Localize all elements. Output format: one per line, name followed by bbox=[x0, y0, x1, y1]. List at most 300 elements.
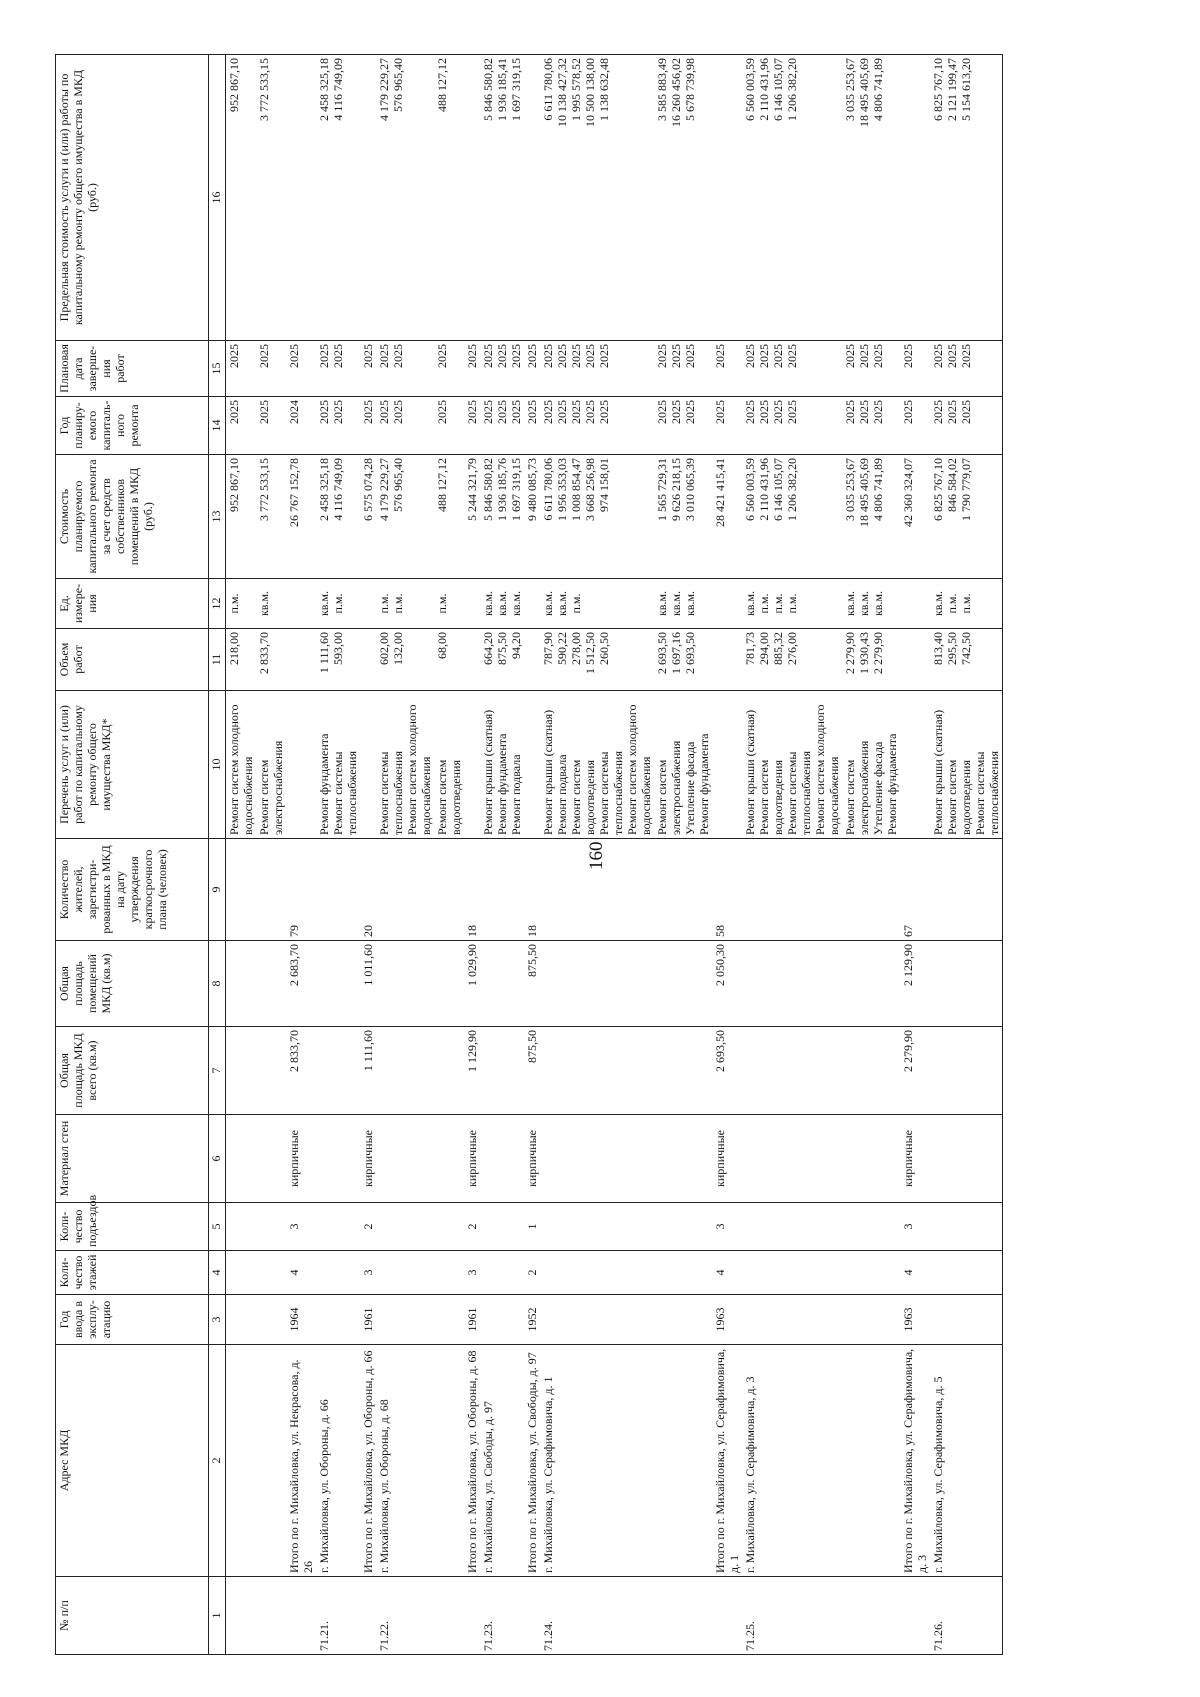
address-cell: г. Михайловка, ул. Серафимовича, д. 3 bbox=[742, 1345, 842, 1577]
commission-year-cell bbox=[540, 1295, 654, 1345]
commission-year-cell: 1964 bbox=[286, 1295, 316, 1345]
completion-date-cell: 2025 bbox=[226, 341, 257, 397]
completion-date-cell: 2025 2025 2025 bbox=[930, 341, 1003, 397]
limit-cost-cell: 952 867,10 bbox=[226, 55, 257, 341]
address-cell: г. Михайловка, ул. Серафимовича, д. 1 bbox=[540, 1345, 654, 1577]
unit-cell: кв.м. кв.м. кв.м. bbox=[654, 579, 712, 629]
column-header: Перечень услуг и (или) работ по капитальному ремонту общего имущества МКД* bbox=[56, 691, 209, 839]
works-list-cell bbox=[900, 691, 930, 839]
wall-material-cell bbox=[742, 1115, 842, 1203]
capital-repair-table bbox=[55, 54, 1003, 1655]
total-area-cell bbox=[376, 1027, 434, 1115]
works-list-cell: Ремонт крыши (скатная) Ремонт фундамента Ремонт подвала bbox=[480, 691, 524, 839]
row-number bbox=[464, 1577, 480, 1655]
floors-cell bbox=[742, 1251, 842, 1295]
limit-cost-cell: 2 458 325,18 4 116 749,09 bbox=[316, 55, 360, 341]
works-list-cell bbox=[360, 691, 376, 839]
total-area-cell bbox=[654, 1027, 712, 1115]
volume-cell: 664,20 875,50 94,20 bbox=[480, 629, 524, 691]
commission-year-cell bbox=[226, 1295, 257, 1345]
column-number: 13 bbox=[209, 455, 226, 579]
repair-year-cell: 2025 2025 2025 2025 bbox=[742, 397, 842, 455]
entrances-cell: 2 bbox=[360, 1203, 376, 1251]
floors-cell bbox=[434, 1251, 464, 1295]
header-row bbox=[56, 55, 209, 1655]
completion-date-cell: 2025 bbox=[256, 341, 286, 397]
premises-area-cell: 2 683,70 bbox=[286, 941, 316, 1027]
residents-cell: 58 bbox=[712, 839, 742, 941]
works-list-cell: Ремонт систем электроснабжения bbox=[256, 691, 286, 839]
volume-cell: 68,00 bbox=[434, 629, 464, 691]
wall-material-cell: кирпичные bbox=[524, 1115, 540, 1203]
column-header: Стоимость планируемого капитального ремонта за счет средств собственников помещений в МКД (руб.) bbox=[56, 455, 209, 579]
completion-date-cell: 2025 bbox=[464, 341, 480, 397]
page-number: 160 bbox=[586, 841, 607, 870]
unit-cell bbox=[360, 579, 376, 629]
unit-cell bbox=[900, 579, 930, 629]
row-number bbox=[654, 1577, 712, 1655]
commission-year-cell: 1961 bbox=[360, 1295, 376, 1345]
row-number bbox=[900, 1577, 930, 1655]
residents-cell: 79 bbox=[286, 839, 316, 941]
limit-cost-cell: 5 846 580,82 1 936 185,41 1 697 319,15 bbox=[480, 55, 524, 341]
residents-cell bbox=[742, 839, 842, 941]
column-header: Предельная стоимость услуги и (или) работы по капитальному ремонту общего имущества в МКД (руб.) bbox=[56, 55, 209, 341]
cost-cell: 6 825 767,10 846 584,02 1 790 779,07 bbox=[930, 455, 1003, 579]
wall-material-cell: кирпичные bbox=[712, 1115, 742, 1203]
premises-area-cell bbox=[930, 941, 1003, 1027]
cost-cell: 2 458 325,18 4 116 749,09 bbox=[316, 455, 360, 579]
total-area-cell bbox=[842, 1027, 900, 1115]
premises-area-cell bbox=[256, 941, 286, 1027]
table-row bbox=[540, 55, 654, 1655]
column-header: Объем работ bbox=[56, 629, 209, 691]
address-cell: Итого по г. Михайловка, ул. Свободы, д. 97 bbox=[524, 1345, 540, 1577]
cost-cell: 5 244 321,79 bbox=[464, 455, 480, 579]
repair-year-cell: 2025 bbox=[256, 397, 286, 455]
repair-year-cell: 2025 2025 2025 bbox=[654, 397, 712, 455]
address-cell: г. Михайловка, ул. Обороны, д. 66 bbox=[316, 1345, 360, 1577]
volume-cell bbox=[360, 629, 376, 691]
repair-year-cell: 2025 bbox=[900, 397, 930, 455]
entrances-cell bbox=[654, 1203, 712, 1251]
column-header: Год ввода в эксплу-атацию bbox=[56, 1295, 209, 1345]
residents-cell: 18 bbox=[524, 839, 540, 941]
works-list-cell: Ремонт системы теплоснабжения Ремонт систем холодного водоснабжения bbox=[376, 691, 434, 839]
premises-area-cell bbox=[376, 941, 434, 1027]
entrances-cell: 1 bbox=[524, 1203, 540, 1251]
residents-cell bbox=[480, 839, 524, 941]
unit-cell: кв.м. кв.м. п.м. bbox=[540, 579, 654, 629]
column-number: 10 bbox=[209, 691, 226, 839]
row-number bbox=[712, 1577, 742, 1655]
row-number: 71.21. bbox=[316, 1577, 360, 1655]
commission-year-cell bbox=[742, 1295, 842, 1345]
limit-cost-cell: 3 772 533,15 bbox=[256, 55, 286, 341]
column-number: 12 bbox=[209, 579, 226, 629]
floors-cell: 4 bbox=[712, 1251, 742, 1295]
residents-cell bbox=[316, 839, 360, 941]
table-row bbox=[376, 55, 434, 1655]
completion-date-cell: 2025 2025 bbox=[376, 341, 434, 397]
column-number: 11 bbox=[209, 629, 226, 691]
row-number bbox=[524, 1577, 540, 1655]
entrances-cell bbox=[930, 1203, 1003, 1251]
completion-date-cell: 2025 bbox=[900, 341, 930, 397]
unit-cell: п.м. bbox=[434, 579, 464, 629]
commission-year-cell bbox=[930, 1295, 1003, 1345]
total-area-cell bbox=[316, 1027, 360, 1115]
commission-year-cell bbox=[256, 1295, 286, 1345]
row-number: 71.25. bbox=[742, 1577, 842, 1655]
premises-area-cell: 1 011,60 bbox=[360, 941, 376, 1027]
floors-cell bbox=[376, 1251, 434, 1295]
cost-cell: 3 772 533,15 bbox=[256, 455, 286, 579]
row-number bbox=[842, 1577, 900, 1655]
completion-date-cell: 2025 bbox=[524, 341, 540, 397]
entrances-cell: 3 bbox=[900, 1203, 930, 1251]
volume-cell bbox=[900, 629, 930, 691]
repair-year-cell: 2025 2025 bbox=[316, 397, 360, 455]
total-area-cell bbox=[742, 1027, 842, 1115]
total-area-cell: 2 693,50 bbox=[712, 1027, 742, 1115]
table-row bbox=[900, 55, 930, 1655]
commission-year-cell bbox=[842, 1295, 900, 1345]
works-list-cell: Ремонт систем электроснабжения Утепление фасада Ремонт фундамента bbox=[842, 691, 900, 839]
cost-cell: 5 846 580,82 1 936 185,76 1 697 319,15 bbox=[480, 455, 524, 579]
limit-cost-cell bbox=[524, 55, 540, 341]
total-area-cell bbox=[226, 1027, 257, 1115]
premises-area-cell: 1 029,90 bbox=[464, 941, 480, 1027]
volume-cell: 787,90 590,22 278,00 1 512,50 260,50 bbox=[540, 629, 654, 691]
limit-cost-cell: 3 035 253,67 18 495 405,69 4 806 741,89 bbox=[842, 55, 900, 341]
total-area-cell: 875,50 bbox=[524, 1027, 540, 1115]
column-number: 3 bbox=[209, 1295, 226, 1345]
floors-cell: 3 bbox=[360, 1251, 376, 1295]
table-row bbox=[842, 55, 900, 1655]
works-list-cell: Ремонт крыши (скатная) Ремонт систем водоотведения Ремонт системы теплоснабжения bbox=[930, 691, 1003, 839]
column-number: 15 bbox=[209, 341, 226, 397]
commission-year-cell bbox=[376, 1295, 434, 1345]
completion-date-cell: 2025 bbox=[434, 341, 464, 397]
repair-year-cell: 2025 2025 2025 bbox=[480, 397, 524, 455]
completion-date-cell: 2025 2025 2025 2025 bbox=[742, 341, 842, 397]
wall-material-cell bbox=[480, 1115, 524, 1203]
entrances-cell bbox=[480, 1203, 524, 1251]
floors-cell: 3 bbox=[464, 1251, 480, 1295]
address-cell bbox=[226, 1345, 257, 1577]
volume-cell: 1 111,60 593,00 bbox=[316, 629, 360, 691]
address-cell bbox=[256, 1345, 286, 1577]
address-cell: г. Михайловка, ул. Обороны, д. 68 bbox=[376, 1345, 434, 1577]
limit-cost-cell bbox=[712, 55, 742, 341]
address-cell: Итого по г. Михайловка, ул. Серафимовича, д. 1 bbox=[712, 1345, 742, 1577]
row-number: 71.22. bbox=[376, 1577, 434, 1655]
floors-cell bbox=[842, 1251, 900, 1295]
table-body bbox=[226, 55, 1003, 1655]
volume-cell bbox=[712, 629, 742, 691]
entrances-cell bbox=[226, 1203, 257, 1251]
limit-cost-cell: 488 127,12 bbox=[434, 55, 464, 341]
premises-area-cell bbox=[480, 941, 524, 1027]
total-area-cell bbox=[930, 1027, 1003, 1115]
premises-area-cell bbox=[540, 941, 654, 1027]
residents-cell bbox=[842, 839, 900, 941]
column-header: Год планиру-емого капиталь-ного ремонта bbox=[56, 397, 209, 455]
entrances-cell: 3 bbox=[712, 1203, 742, 1251]
unit-cell bbox=[524, 579, 540, 629]
total-area-cell bbox=[480, 1027, 524, 1115]
floors-cell bbox=[316, 1251, 360, 1295]
limit-cost-cell bbox=[464, 55, 480, 341]
row-number bbox=[286, 1577, 316, 1655]
row-number bbox=[226, 1577, 257, 1655]
column-header: Ед. измере-ния bbox=[56, 579, 209, 629]
address-cell: г. Михайловка, ул. Серафимовича, д. 5 bbox=[930, 1345, 1003, 1577]
address-cell: Итого по г. Михайловка, ул. Некрасова, д. 26 bbox=[286, 1345, 316, 1577]
cost-cell: 26 767 152,78 bbox=[286, 455, 316, 579]
table-row bbox=[742, 55, 842, 1655]
address-cell: Итого по г. Михайловка, ул. Серафимовича, д. 3 bbox=[900, 1345, 930, 1577]
residents-cell bbox=[226, 839, 257, 941]
completion-date-cell: 2025 2025 2025 bbox=[842, 341, 900, 397]
table-row bbox=[464, 55, 480, 1655]
wall-material-cell bbox=[434, 1115, 464, 1203]
total-area-cell: 2 279,90 bbox=[900, 1027, 930, 1115]
column-header: Плановая дата заверше-ния работ bbox=[56, 341, 209, 397]
cost-cell: 6 575 074,28 bbox=[360, 455, 376, 579]
floors-cell bbox=[930, 1251, 1003, 1295]
works-list-cell: Ремонт крыши (скатная) Ремонт систем водоотведения Ремонт системы теплоснабжения Ремонт систем холодного водоснабжения bbox=[742, 691, 842, 839]
volume-cell: 781,73 294,00 885,32 276,00 bbox=[742, 629, 842, 691]
commission-year-cell bbox=[654, 1295, 712, 1345]
floors-cell bbox=[226, 1251, 257, 1295]
wall-material-cell bbox=[540, 1115, 654, 1203]
completion-date-cell: 2025 bbox=[712, 341, 742, 397]
works-list-cell bbox=[524, 691, 540, 839]
commission-year-cell bbox=[316, 1295, 360, 1345]
limit-cost-cell bbox=[900, 55, 930, 341]
entrances-cell: 2 bbox=[464, 1203, 480, 1251]
cost-cell: 28 421 415,41 bbox=[712, 455, 742, 579]
works-list-cell: Ремонт систем холодного водоснабжения bbox=[226, 691, 257, 839]
floors-cell: 2 bbox=[524, 1251, 540, 1295]
entrances-cell bbox=[316, 1203, 360, 1251]
cost-cell: 952 867,10 bbox=[226, 455, 257, 579]
total-area-cell bbox=[434, 1027, 464, 1115]
completion-date-cell: 2025 2025 2025 2025 2025 bbox=[540, 341, 654, 397]
premises-area-cell bbox=[654, 941, 712, 1027]
column-header: Материал стен bbox=[56, 1115, 209, 1203]
floors-cell bbox=[256, 1251, 286, 1295]
commission-year-cell bbox=[434, 1295, 464, 1345]
column-number-row bbox=[209, 55, 226, 1655]
unit-cell: кв.м. п.м. п.м. bbox=[930, 579, 1003, 629]
commission-year-cell: 1963 bbox=[712, 1295, 742, 1345]
table-row bbox=[316, 55, 360, 1655]
total-area-cell: 2 833,70 bbox=[286, 1027, 316, 1115]
unit-cell bbox=[464, 579, 480, 629]
cost-cell: 6 611 780,06 1 956 353,03 1 008 854,47 3 668 256,98 974 158,01 bbox=[540, 455, 654, 579]
address-cell: Итого по г. Михайловка, ул. Обороны, д. 66 bbox=[360, 1345, 376, 1577]
residents-cell bbox=[434, 839, 464, 941]
floors-cell bbox=[540, 1251, 654, 1295]
address-cell: Итого по г. Михайловка, ул. Обороны, д. 68 bbox=[464, 1345, 480, 1577]
works-list-cell bbox=[286, 691, 316, 839]
works-list-cell: Ремонт систем электроснабжения Утепление фасада Ремонт фундамента bbox=[654, 691, 712, 839]
table-row bbox=[360, 55, 376, 1655]
total-area-cell: 1 129,90 bbox=[464, 1027, 480, 1115]
limit-cost-cell: 6 611 780,06 10 138 427,32 1 995 578,52 10 500 138,00 1 138 632,48 bbox=[540, 55, 654, 341]
floors-cell: 4 bbox=[900, 1251, 930, 1295]
wall-material-cell bbox=[376, 1115, 434, 1203]
premises-area-cell bbox=[434, 941, 464, 1027]
cost-cell: 3 035 253,67 18 495 405,69 4 806 741,89 bbox=[842, 455, 900, 579]
entrances-cell bbox=[376, 1203, 434, 1251]
table-row bbox=[654, 55, 712, 1655]
residents-cell: 67 bbox=[900, 839, 930, 941]
table-row bbox=[712, 55, 742, 1655]
completion-date-cell: 2025 bbox=[286, 341, 316, 397]
works-list-cell: Ремонт фундамента Ремонт системы теплоснабжения bbox=[316, 691, 360, 839]
address-cell bbox=[842, 1345, 900, 1577]
table-row bbox=[256, 55, 286, 1655]
unit-cell: п.м. bbox=[226, 579, 257, 629]
repair-year-cell: 2025 2025 2025 bbox=[930, 397, 1003, 455]
premises-area-cell: 2 129,90 bbox=[900, 941, 930, 1027]
volume-cell: 2 833,70 bbox=[256, 629, 286, 691]
table-row bbox=[524, 55, 540, 1655]
column-number: 9 bbox=[209, 839, 226, 941]
column-number: 4 bbox=[209, 1251, 226, 1295]
volume-cell bbox=[286, 629, 316, 691]
wall-material-cell bbox=[256, 1115, 286, 1203]
limit-cost-cell: 6 560 003,59 2 110 431,96 6 146 105,07 1 206 382,20 bbox=[742, 55, 842, 341]
residents-cell bbox=[256, 839, 286, 941]
unit-cell: кв.м. п.м. bbox=[316, 579, 360, 629]
repair-year-cell: 2025 bbox=[226, 397, 257, 455]
repair-year-cell: 2025 bbox=[712, 397, 742, 455]
entrances-cell: 3 bbox=[286, 1203, 316, 1251]
repair-year-cell: 2025 bbox=[434, 397, 464, 455]
premises-area-cell bbox=[226, 941, 257, 1027]
wall-material-cell bbox=[930, 1115, 1003, 1203]
residents-cell: 18 bbox=[464, 839, 480, 941]
works-list-cell bbox=[464, 691, 480, 839]
column-number: 2 bbox=[209, 1345, 226, 1577]
works-list-cell: Ремонт систем водоотведения bbox=[434, 691, 464, 839]
wall-material-cell bbox=[226, 1115, 257, 1203]
total-area-cell: 1 111,60 bbox=[360, 1027, 376, 1115]
column-header: Адрес МКД bbox=[56, 1345, 209, 1577]
completion-date-cell: 2025 2025 2025 bbox=[654, 341, 712, 397]
cost-cell: 9 480 085,73 bbox=[524, 455, 540, 579]
unit-cell: п.м. п.м. bbox=[376, 579, 434, 629]
volume-cell bbox=[464, 629, 480, 691]
table-row bbox=[434, 55, 464, 1655]
unit-cell: кв.м. bbox=[256, 579, 286, 629]
column-header: Коли-чество этажей bbox=[56, 1251, 209, 1295]
column-number: 1 bbox=[209, 1577, 226, 1655]
limit-cost-cell bbox=[360, 55, 376, 341]
residents-cell bbox=[654, 839, 712, 941]
floors-cell bbox=[480, 1251, 524, 1295]
cost-cell: 6 560 003,59 2 110 431,96 6 146 105,07 1 206 382,20 bbox=[742, 455, 842, 579]
column-header: Общая площадь МКД всего (кв.м) bbox=[56, 1027, 209, 1115]
premises-area-cell bbox=[842, 941, 900, 1027]
commission-year-cell: 1961 bbox=[464, 1295, 480, 1345]
column-number: 16 bbox=[209, 55, 226, 341]
column-header: Коли-чество подъездов bbox=[56, 1203, 209, 1251]
residents-cell bbox=[376, 839, 434, 941]
entrances-cell bbox=[842, 1203, 900, 1251]
completion-date-cell: 2025 2025 bbox=[316, 341, 360, 397]
total-area-cell bbox=[540, 1027, 654, 1115]
address-cell bbox=[434, 1345, 464, 1577]
table-row bbox=[930, 55, 1003, 1655]
limit-cost-cell: 6 825 767,10 2 121 199,47 5 154 613,20 bbox=[930, 55, 1003, 341]
table-row bbox=[286, 55, 316, 1655]
total-area-cell bbox=[256, 1027, 286, 1115]
row-number: 71.24. bbox=[540, 1577, 654, 1655]
unit-cell: кв.м. кв.м. кв.м. bbox=[842, 579, 900, 629]
works-list-cell: Ремонт крыши (скатная) Ремонт подвала Ремонт систем водоотведения Ремонт системы теплоснабжения Ремонт систем холодного водоснабжения bbox=[540, 691, 654, 839]
floors-cell bbox=[654, 1251, 712, 1295]
volume-cell bbox=[524, 629, 540, 691]
entrances-cell bbox=[434, 1203, 464, 1251]
commission-year-cell: 1952 bbox=[524, 1295, 540, 1345]
entrances-cell bbox=[540, 1203, 654, 1251]
unit-cell bbox=[712, 579, 742, 629]
table-row bbox=[226, 55, 257, 1655]
limit-cost-cell bbox=[286, 55, 316, 341]
column-number: 8 bbox=[209, 941, 226, 1027]
completion-date-cell: 2025 2025 2025 bbox=[480, 341, 524, 397]
column-header: Количество жителей, зарегистри-рованных в МКД на дату утверждения краткосрочного плана (человек) bbox=[56, 839, 209, 941]
wall-material-cell bbox=[842, 1115, 900, 1203]
wall-material-cell: кирпичные bbox=[360, 1115, 376, 1203]
row-number bbox=[256, 1577, 286, 1655]
cost-cell: 1 565 729,31 9 626 218,15 3 010 065,39 bbox=[654, 455, 712, 579]
volume-cell: 813,40 295,50 742,50 bbox=[930, 629, 1003, 691]
premises-area-cell: 2 050,30 bbox=[712, 941, 742, 1027]
unit-cell bbox=[286, 579, 316, 629]
repair-year-cell: 2025 bbox=[464, 397, 480, 455]
wall-material-cell bbox=[316, 1115, 360, 1203]
column-number: 5 bbox=[209, 1203, 226, 1251]
premises-area-cell bbox=[316, 941, 360, 1027]
column-number: 14 bbox=[209, 397, 226, 455]
entrances-cell bbox=[742, 1203, 842, 1251]
volume-cell: 2 279,90 1 930,43 2 279,90 bbox=[842, 629, 900, 691]
wall-material-cell: кирпичные bbox=[464, 1115, 480, 1203]
repair-year-cell: 2025 bbox=[360, 397, 376, 455]
premises-area-cell bbox=[742, 941, 842, 1027]
commission-year-cell bbox=[480, 1295, 524, 1345]
table-row bbox=[480, 55, 524, 1655]
cost-cell: 42 360 324,07 bbox=[900, 455, 930, 579]
unit-cell: кв.м. п.м. п.м. п.м. bbox=[742, 579, 842, 629]
premises-area-cell: 875,50 bbox=[524, 941, 540, 1027]
wall-material-cell: кирпичные bbox=[900, 1115, 930, 1203]
cost-cell: 488 127,12 bbox=[434, 455, 464, 579]
commission-year-cell: 1963 bbox=[900, 1295, 930, 1345]
repair-year-cell: 2025 2025 2025 2025 2025 bbox=[540, 397, 654, 455]
residents-cell bbox=[540, 839, 654, 941]
entrances-cell bbox=[256, 1203, 286, 1251]
row-number bbox=[360, 1577, 376, 1655]
wall-material-cell bbox=[654, 1115, 712, 1203]
